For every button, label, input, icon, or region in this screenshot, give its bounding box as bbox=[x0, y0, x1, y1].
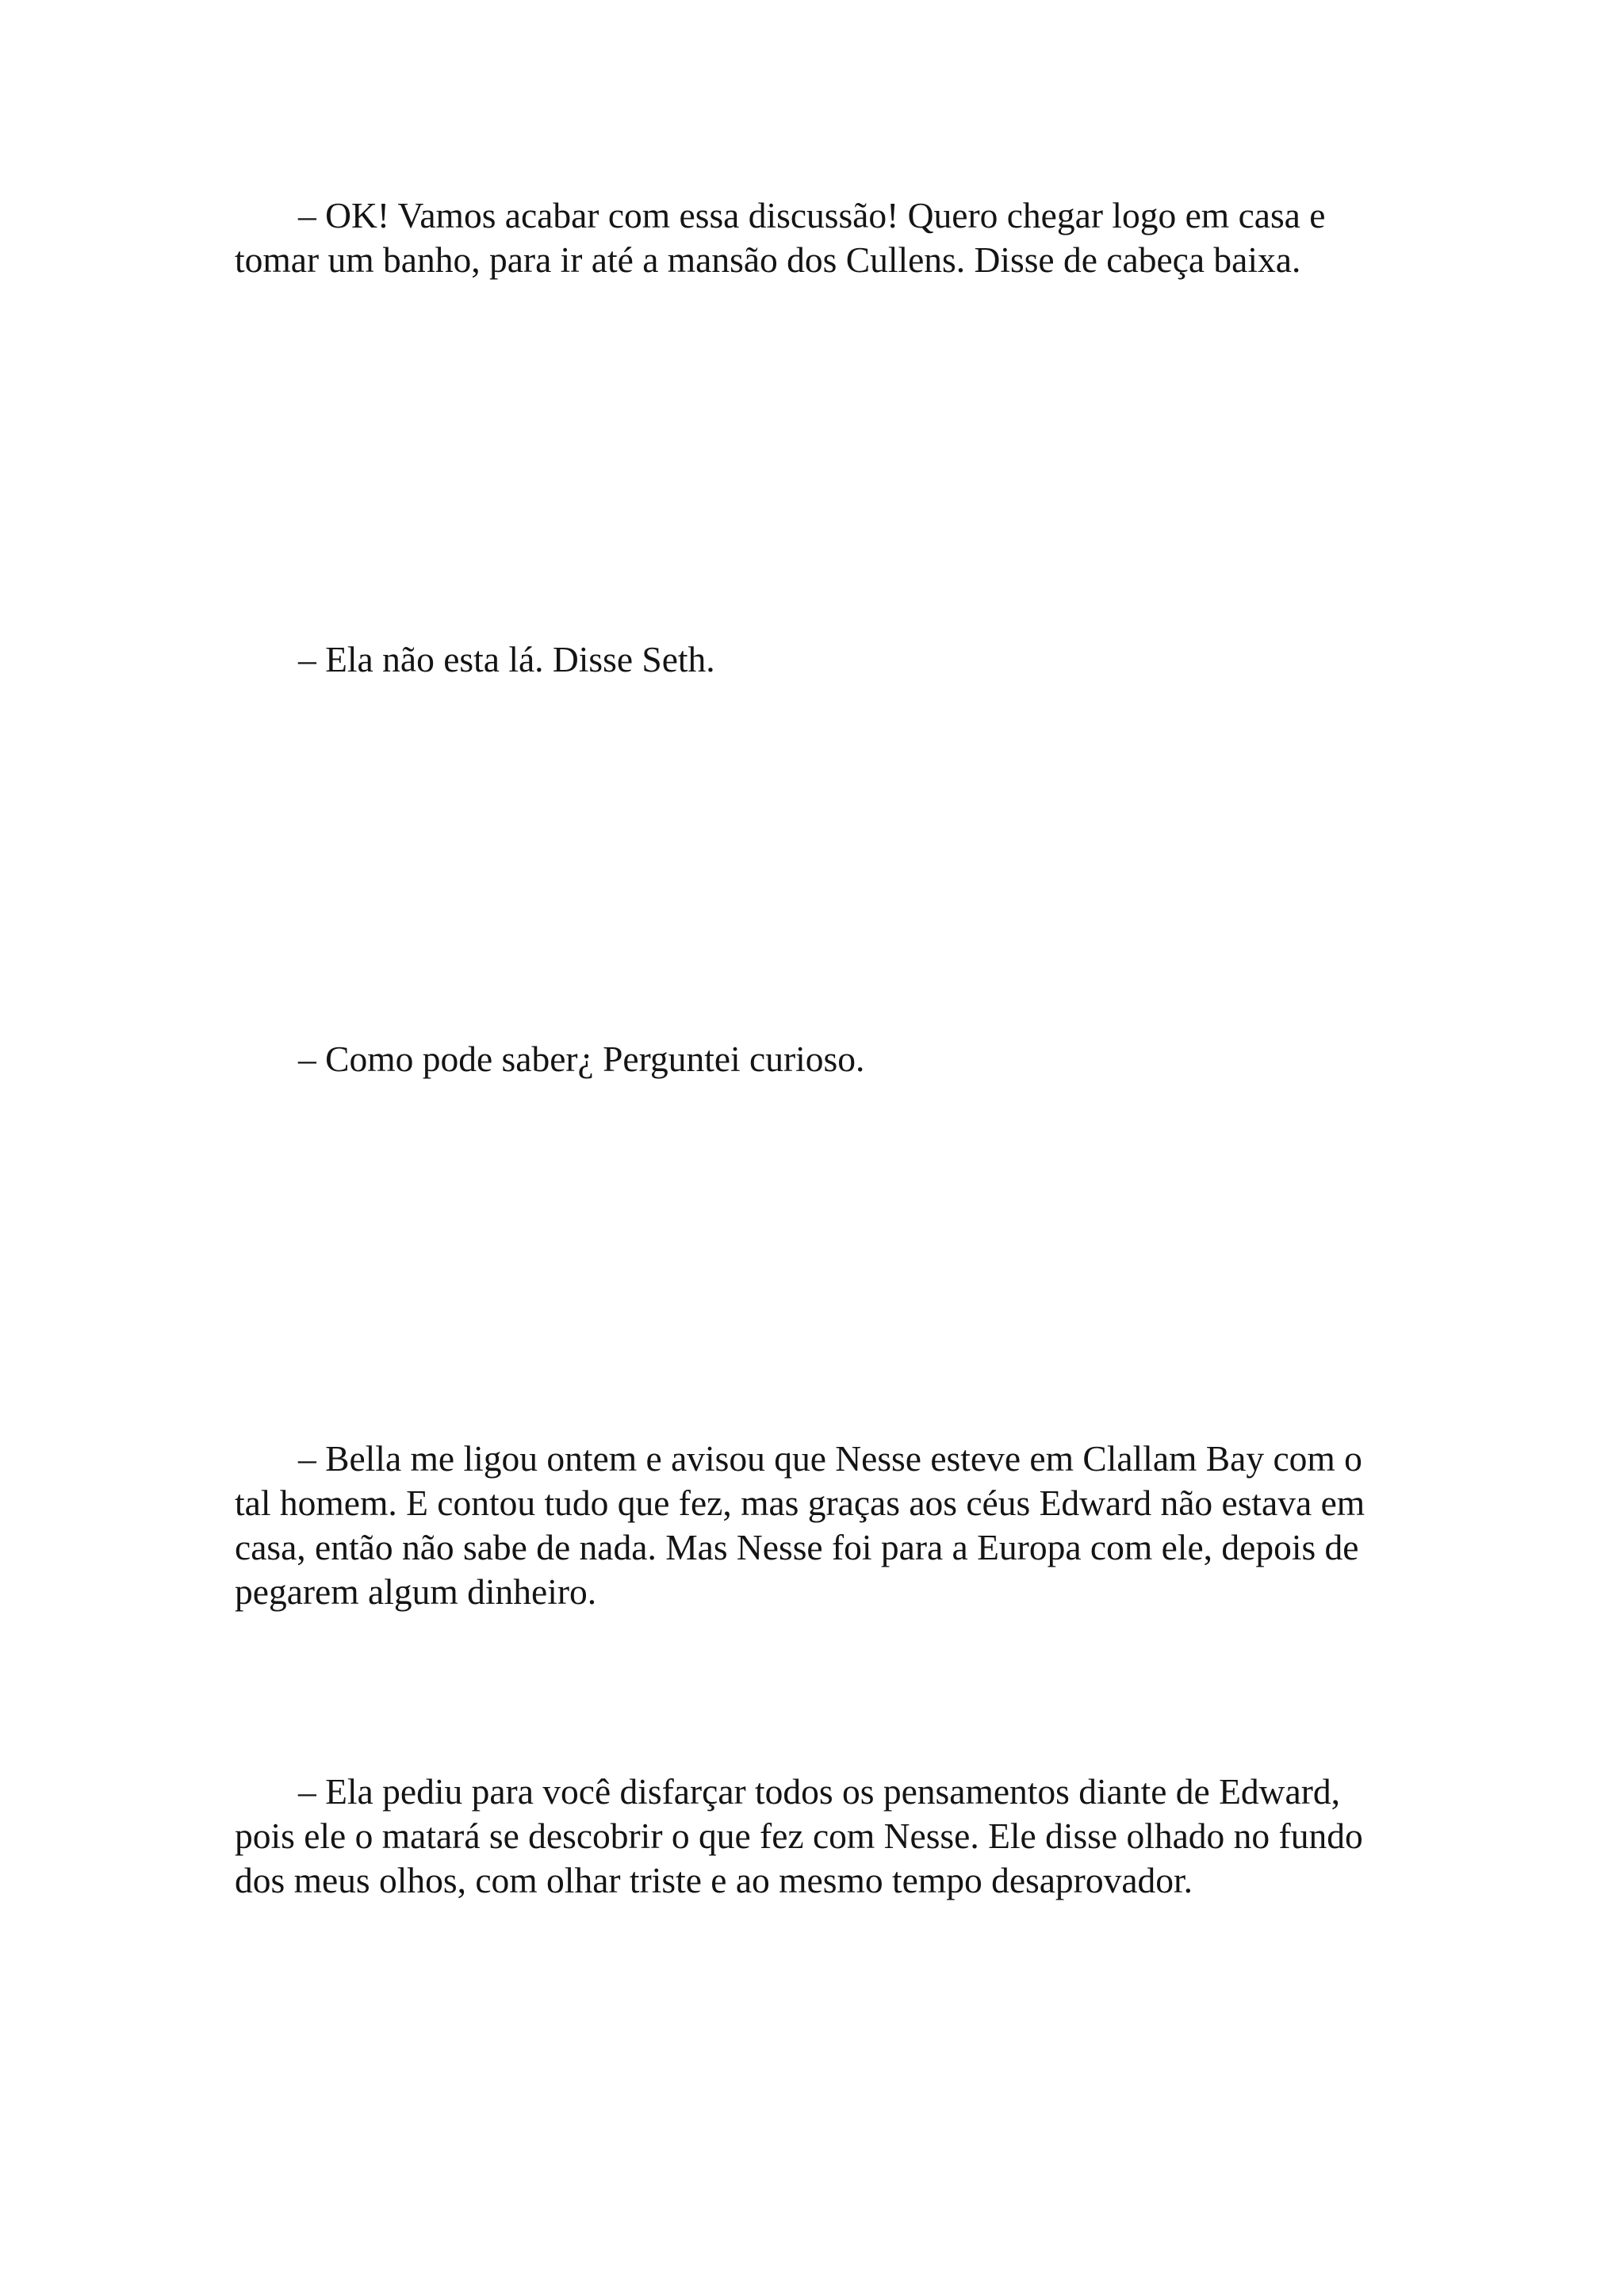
paragraph-line: – Ela não esta lá. Disse Seth. bbox=[298, 639, 715, 679]
paragraph-line: tal homem. E contou tudo que fez, mas graças aos céus Edward não estava em bbox=[235, 1483, 1365, 1523]
paragraph-line: pois ele o matará se descobrir o que fez com Nesse. Ele disse olhado no fundo bbox=[235, 1816, 1363, 1856]
paragraph-line: – Como pode saber¿ Perguntei curioso. bbox=[298, 1039, 865, 1079]
paragraph-line: – Ela pediu para você disfarçar todos os pensamentos diante de Edward, bbox=[298, 1771, 1340, 1812]
paragraph-line: dos meus olhos, com olhar triste e ao mesmo tempo desaprovador. bbox=[235, 1860, 1193, 1900]
paragraph-3 bbox=[235, 1037, 1400, 1081]
paragraph-4 bbox=[235, 1437, 1400, 1614]
paragraph-line: – OK! Vamos acabar com essa discussão! Quero chegar logo em casa e bbox=[298, 195, 1326, 235]
paragraph-2 bbox=[235, 637, 1400, 682]
paragraph-line: tomar um banho, para ir até a mansão dos Cullens. Disse de cabeça baixa. bbox=[235, 239, 1301, 280]
paragraph-5 bbox=[235, 1770, 1400, 1903]
paragraph-line: pegarem algum dinheiro. bbox=[235, 1571, 597, 1612]
paragraph-1 bbox=[235, 193, 1400, 282]
paragraph-line: casa, então não sabe de nada. Mas Nesse foi para a Europa com ele, depois de bbox=[235, 1527, 1359, 1567]
paragraph-line: – Bella me ligou ontem e avisou que Nesse esteve em Clallam Bay com o bbox=[298, 1438, 1362, 1479]
